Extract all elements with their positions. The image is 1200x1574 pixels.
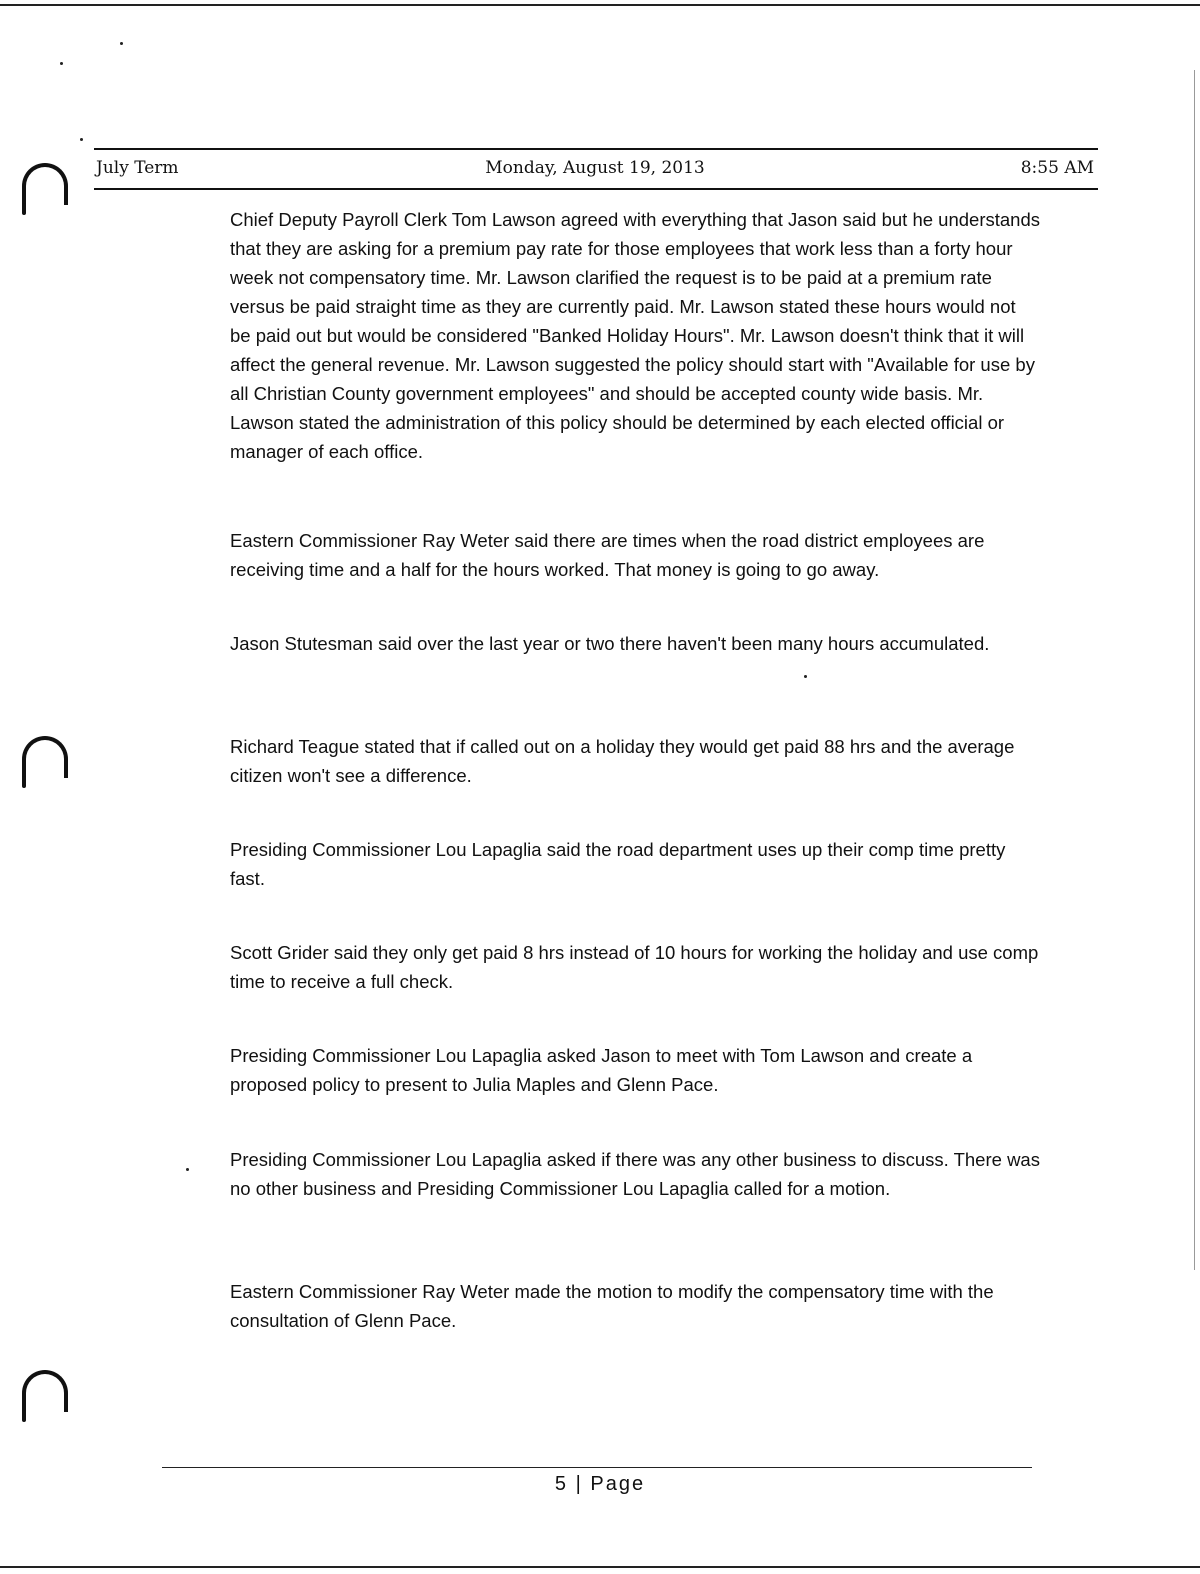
scan-speck [804, 675, 807, 678]
binder-hole-icon [22, 736, 68, 778]
header-rule-bottom [94, 188, 1098, 190]
footer-rule [162, 1467, 1032, 1468]
header-term: July Term [96, 158, 179, 178]
paragraph: Presiding Commissioner Lou Lapaglia asked Jason to meet with Tom Lawson and create a proposed policy to present to Julia Maples and Glenn Pace. [230, 1045, 973, 1095]
scan-speck [80, 138, 83, 141]
paragraph: Scott Grider said they only get paid 8 hrs instead of 10 hours for working the holiday and use comp time to receive a full check. [230, 942, 1039, 992]
header-time: 8:55 AM [1020, 158, 1094, 178]
paragraph: Presiding Commissioner Lou Lapaglia asked if there was any other business to discuss. There was no other business and Presiding Commissioner Lou Lapaglia called for a motion. [230, 1149, 1040, 1199]
paragraph: Eastern Commissioner Ray Weter said there are times when the road district employees are receiving time and a half for the hours worked. That money is going to go away. [230, 530, 985, 580]
paragraph: Jason Stutesman said over the last year or two there haven't been many hours accumulated. [230, 633, 990, 654]
paragraph: Richard Teague stated that if called out on a holiday they would get paid 88 hrs and the average citizen won't see a difference. [230, 736, 1015, 786]
page-number: 5 | Page [554, 1473, 646, 1495]
page-border-bottom [0, 1566, 1200, 1568]
header-rule-top [94, 148, 1098, 150]
page-header [96, 158, 1094, 186]
paragraph: Presiding Commissioner Lou Lapaglia said the road department uses up their comp time pretty fast. [230, 839, 1006, 889]
binder-hole-icon [22, 1370, 68, 1412]
binder-hole-icon [22, 163, 68, 205]
header-date: Monday, August 19, 2013 [485, 158, 705, 178]
paragraph: Chief Deputy Payroll Clerk Tom Lawson agreed with everything that Jason said but he understands that they are asking for a premium pay rate for those employees that work less than a forty hour week not compensatory time. Mr. Lawson clarified the request is to be paid at a premium rate versus be paid straight time as they are currently paid. Mr. Lawson stated these hours would not be paid out but would be considered "Banked Holiday Hours". Mr. Lawson doesn't think that it will affect the general revenue. Mr. Lawson suggested the policy should start with "Available for use by all Christian County government employees" and should be accepted county wide basis. Mr. Lawson stated the administration of this policy should be determined by each elected official or manager of each office. [230, 209, 1040, 462]
page-border-right [1194, 70, 1195, 1270]
paragraph: Eastern Commissioner Ray Weter made the motion to modify the compensatory time with the consultation of Glenn Pace. [230, 1281, 994, 1331]
scan-speck [186, 1168, 189, 1171]
scan-speck [120, 42, 123, 45]
page-border-top [0, 4, 1200, 6]
scan-speck [60, 62, 63, 65]
